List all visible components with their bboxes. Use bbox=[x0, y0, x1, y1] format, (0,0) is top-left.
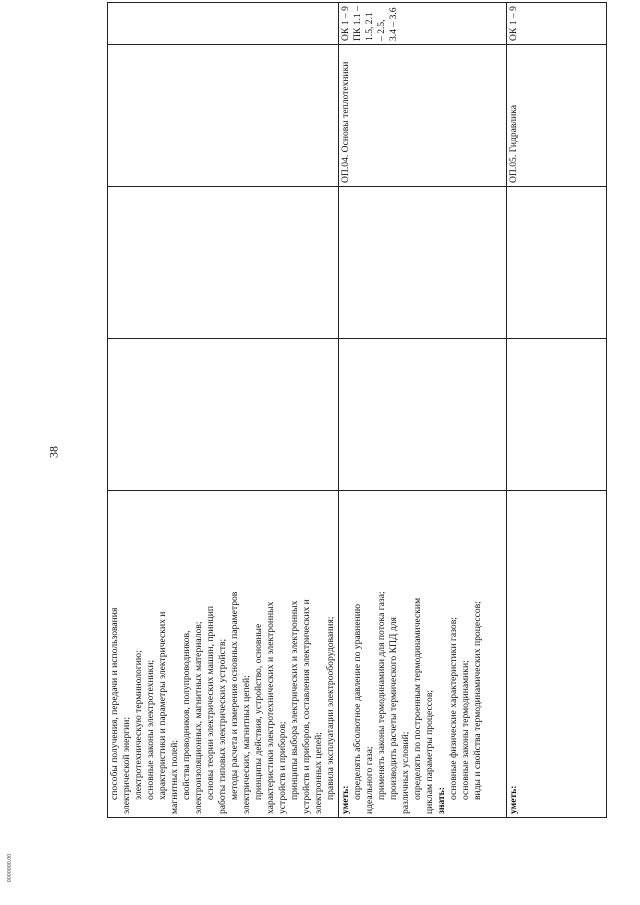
blank-cell bbox=[506, 339, 606, 491]
competency-code-cell: ОК 1 – 9 ПК 1.1 – 1.5, 2.1 – 2.5, 3.4 – 3.6 bbox=[338, 3, 506, 45]
page-number: 38 bbox=[46, 446, 61, 458]
discipline-name-cell bbox=[108, 45, 339, 187]
description-line: работы типовых электрических устройств; bbox=[216, 638, 228, 814]
table-row bbox=[506, 3, 606, 818]
description-line: правила эксплуатации электрооборудования; bbox=[324, 616, 336, 800]
description-line: уметь: bbox=[339, 785, 351, 814]
description-line: электротехническую терминологию; bbox=[132, 650, 144, 800]
description-line: определять абсолютное давление по уравнению bbox=[351, 603, 363, 800]
description-line: электронных цепей; bbox=[312, 732, 324, 814]
description-line: идеального газа; bbox=[363, 746, 375, 814]
description-line: уметь: bbox=[507, 785, 519, 814]
blank-cell bbox=[506, 187, 606, 339]
competency-description-cell bbox=[338, 491, 506, 818]
description-line: циклам параметры процессов; bbox=[423, 689, 435, 814]
footer-code: 0000000.00 bbox=[7, 853, 13, 883]
blank-cell bbox=[108, 339, 339, 491]
table-row bbox=[108, 3, 339, 818]
description-line: магнитных полей; bbox=[168, 739, 180, 814]
description-line: характеристики и параметры электрических и bbox=[156, 611, 168, 800]
description-line: устройств и приборов; bbox=[276, 721, 288, 814]
curriculum-table bbox=[107, 6, 582, 818]
blank-cell bbox=[338, 339, 506, 491]
description-line: знать: bbox=[435, 787, 447, 814]
description-line: основные законы термодинамики; bbox=[459, 660, 471, 800]
description-line: применять законы термодинамики для потока газа; bbox=[375, 591, 387, 800]
blank-cell bbox=[108, 187, 339, 339]
description-line: основы теории электрических машин, принцип bbox=[204, 606, 216, 800]
description-line: электроизоляционных, магнитных материалов; bbox=[192, 621, 204, 814]
description-line: принципы выбора электрических и электронных bbox=[288, 600, 300, 800]
blank-cell bbox=[338, 187, 506, 339]
description-line: характеристики электротехнических и электронных bbox=[264, 601, 276, 814]
description-line: устройств и приборов, составления электрических и bbox=[300, 599, 312, 814]
table-row bbox=[338, 3, 506, 818]
description-line: методы расчета и измерения основных параметров bbox=[228, 591, 240, 800]
competency-description-cell bbox=[506, 491, 606, 818]
competency-description-cell bbox=[108, 491, 339, 818]
description-line: электрической энергии; bbox=[120, 716, 132, 814]
description-line: виды и свойства термодинамических процессов; bbox=[471, 601, 483, 800]
description-line: электрических, магнитных цепей; bbox=[240, 675, 252, 814]
description-line: различных условий; bbox=[399, 731, 411, 814]
competency-code-cell: ОК 1 – 9 bbox=[506, 3, 606, 45]
description-line: способы получения, передачи и использования bbox=[109, 607, 120, 800]
description-line: основные физические характеристики газов; bbox=[447, 617, 459, 800]
description-line: производить расчеты термического КПД для bbox=[387, 617, 399, 800]
description-line: свойства проводников, полупроводников, bbox=[180, 630, 192, 800]
competency-code-cell bbox=[108, 3, 339, 45]
curriculum-grid bbox=[107, 2, 607, 818]
description-line: основные законы электротехники; bbox=[144, 659, 156, 800]
description-line: принципы действия, устройство, основные bbox=[252, 623, 264, 800]
description-line: определять по построенным термодинамическим bbox=[411, 597, 423, 800]
discipline-name-cell: ОП.04. Основы теплотехники bbox=[338, 45, 506, 187]
discipline-name-cell: ОП.05. Гидравлика bbox=[506, 45, 606, 187]
